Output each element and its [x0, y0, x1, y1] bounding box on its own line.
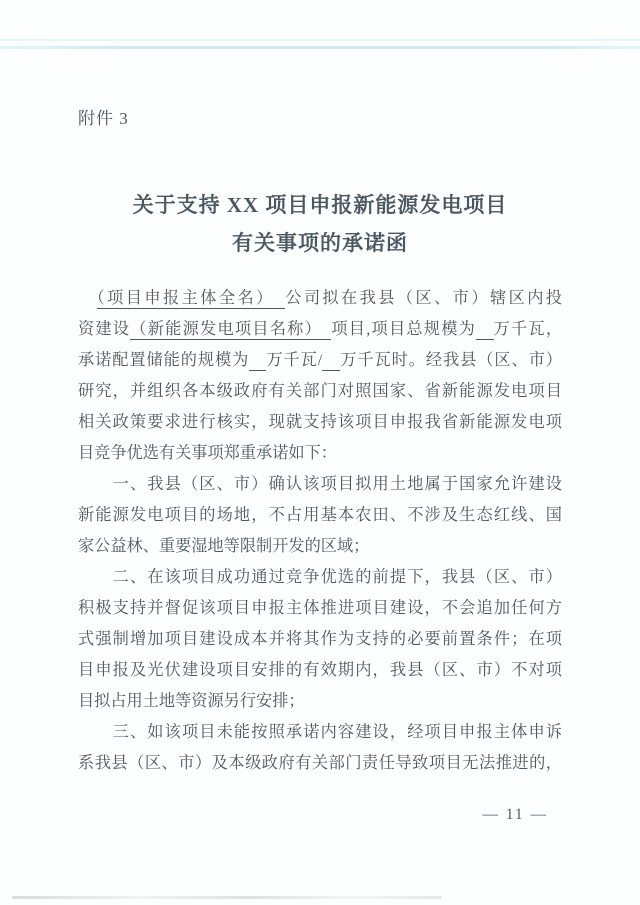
text-run: 三、如该项目未能按照承诺内容建设，经项目申报主体申诉 — [78, 723, 562, 741]
text-run: 家公益林、重要湿地等限制开发的区域； — [78, 537, 370, 555]
document-line — [78, 283, 562, 314]
document-line — [78, 655, 562, 686]
fill-in-blank: （项目申报主体全名） — [96, 289, 286, 307]
text-run: 公司拟在我县（区、市）辖区内投 — [285, 289, 563, 307]
document-body — [78, 283, 562, 779]
document-line — [78, 469, 562, 500]
text-run: 新能源发电项目的场地，不占用基本农田、不涉及生态红线、国 — [78, 506, 562, 524]
scanner-artifact-line-bottom — [0, 46, 640, 49]
attachment-label: 附件 3 — [78, 109, 129, 128]
text-run: 目竞争优选有关事项郑重承诺如下： — [78, 444, 337, 462]
text-run — [78, 289, 97, 307]
page-number: — 11 — — [482, 806, 548, 823]
text-run: 目申报及光伏建设项目安排的有效期内，我县（区、市）不对项 — [78, 661, 562, 679]
text-run: 万千瓦， — [493, 320, 563, 338]
document-line — [78, 531, 562, 562]
title-line-1: 关于支持 XX 项目申报新能源发电项目 — [132, 193, 508, 217]
fill-in-blank — [249, 351, 266, 371]
document-line — [78, 562, 562, 593]
text-run: 研究，并组织各本级政府有关部门对照国家、省新能源发电项目 — [78, 382, 562, 400]
text-run: 相关政策要求进行核实，现就支持该项目申报我省新能源发电项 — [78, 413, 562, 431]
text-run: 积极支持并督促该项目申报主体推进项目建设，不会追加任何方 — [78, 599, 562, 617]
document-line — [78, 624, 562, 655]
text-run: 系我县（区、市）及本级政府有关部门责任导致项目无法推进的， — [78, 754, 562, 772]
text-run: 一、我县（区、市）确认该项目拟用土地属于国家允许建设 — [78, 475, 562, 493]
document-title — [0, 186, 640, 262]
text-run: 万千瓦时。经我县（区、市） — [340, 351, 562, 369]
fill-in-blank: （新能源发电项目名称） — [130, 320, 332, 338]
text-run: 资建设 — [78, 320, 131, 338]
text-run: 承诺配置储能的规模为 — [78, 351, 250, 369]
document-line — [78, 407, 562, 438]
text-run: 二、在该项目成功通过竞争优选的前提下，我县（区、市） — [78, 568, 562, 586]
document-line — [78, 593, 562, 624]
fill-in-blank — [476, 320, 493, 340]
text-run: 万千瓦/ — [266, 351, 323, 369]
document-line — [78, 438, 562, 469]
document-line — [78, 345, 562, 376]
document-line — [78, 314, 562, 345]
document-line — [78, 686, 562, 717]
document-line — [78, 500, 562, 531]
fill-in-blank — [322, 351, 340, 371]
scanner-artifact-line-top — [0, 39, 640, 41]
text-run: 目拟占用土地等资源另行安排； — [78, 692, 305, 710]
text-run: 式强制增加项目建设成本并将其作为支持的必要前置条件；在项 — [78, 630, 562, 648]
scanner-artifact-smudge — [12, 896, 442, 899]
document-line — [78, 748, 562, 779]
text-run: 项目,项目总规模为 — [331, 320, 477, 338]
title-line-2: 有关事项的承诺函 — [232, 231, 408, 255]
document-line — [78, 376, 562, 407]
document-line — [78, 717, 562, 748]
